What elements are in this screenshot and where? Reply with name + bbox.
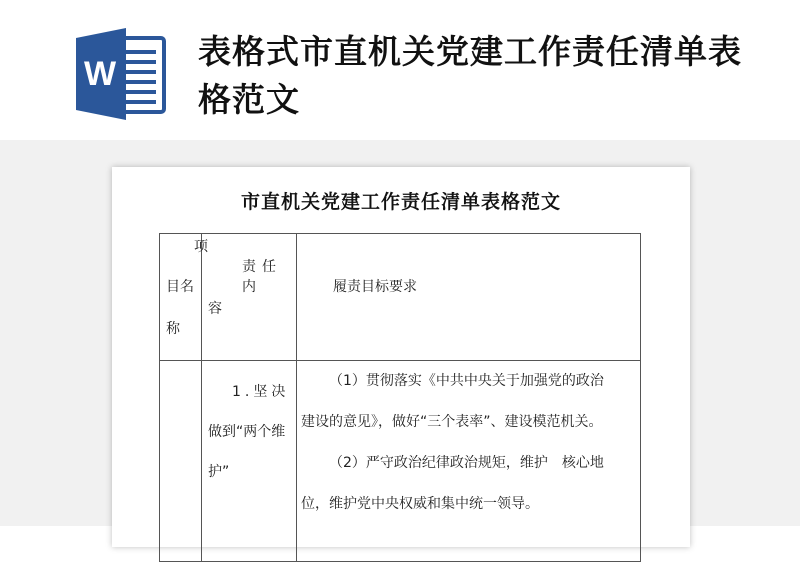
responsibility-table bbox=[159, 233, 641, 562]
header-cell-responsibility bbox=[202, 234, 297, 361]
requirement-line: （2）严守政治纪律政治规矩，维护 核心地 bbox=[329, 455, 604, 471]
responsibility-text: 做到“两个维 bbox=[208, 424, 286, 440]
responsibility-text: 护” bbox=[208, 464, 230, 480]
responsibility-text: 1.坚决 bbox=[232, 384, 290, 400]
row-cell-requirements bbox=[297, 361, 641, 562]
header-responsibility-part: 容 bbox=[208, 301, 222, 317]
requirement-line: （1）贯彻落实《中共中央关于加强党的政治 bbox=[329, 373, 604, 389]
document-title: 市直机关党建工作责任清单表格范文 bbox=[240, 191, 561, 213]
table-header-row bbox=[160, 234, 641, 361]
header-cell-requirements bbox=[297, 234, 641, 361]
requirement-line: 位，维护党中央权威和集中统一领导。 bbox=[301, 496, 539, 512]
header bbox=[0, 0, 800, 140]
header-requirements-label: 履责目标要求 bbox=[333, 279, 417, 295]
table-row bbox=[160, 361, 641, 562]
header-cell-item-name bbox=[160, 234, 208, 361]
word-icon bbox=[76, 28, 166, 120]
word-logo-letter: W bbox=[83, 55, 117, 93]
header-item-name-part: 称 bbox=[166, 321, 180, 337]
document-page bbox=[112, 167, 690, 547]
page-title: 表格式市直机关党建工作责任清单表格范文 bbox=[198, 32, 742, 119]
requirement-line: 建设的意见》，做好“三个表率”、建设模范机关。 bbox=[301, 414, 603, 430]
row-cell-responsibility bbox=[202, 361, 297, 562]
header-item-name-part: 目名 bbox=[166, 279, 194, 295]
header-responsibility-part: 责任内 bbox=[242, 259, 282, 295]
header-item-name-part: 项 bbox=[194, 239, 208, 255]
row-cell-item-name bbox=[160, 361, 202, 562]
